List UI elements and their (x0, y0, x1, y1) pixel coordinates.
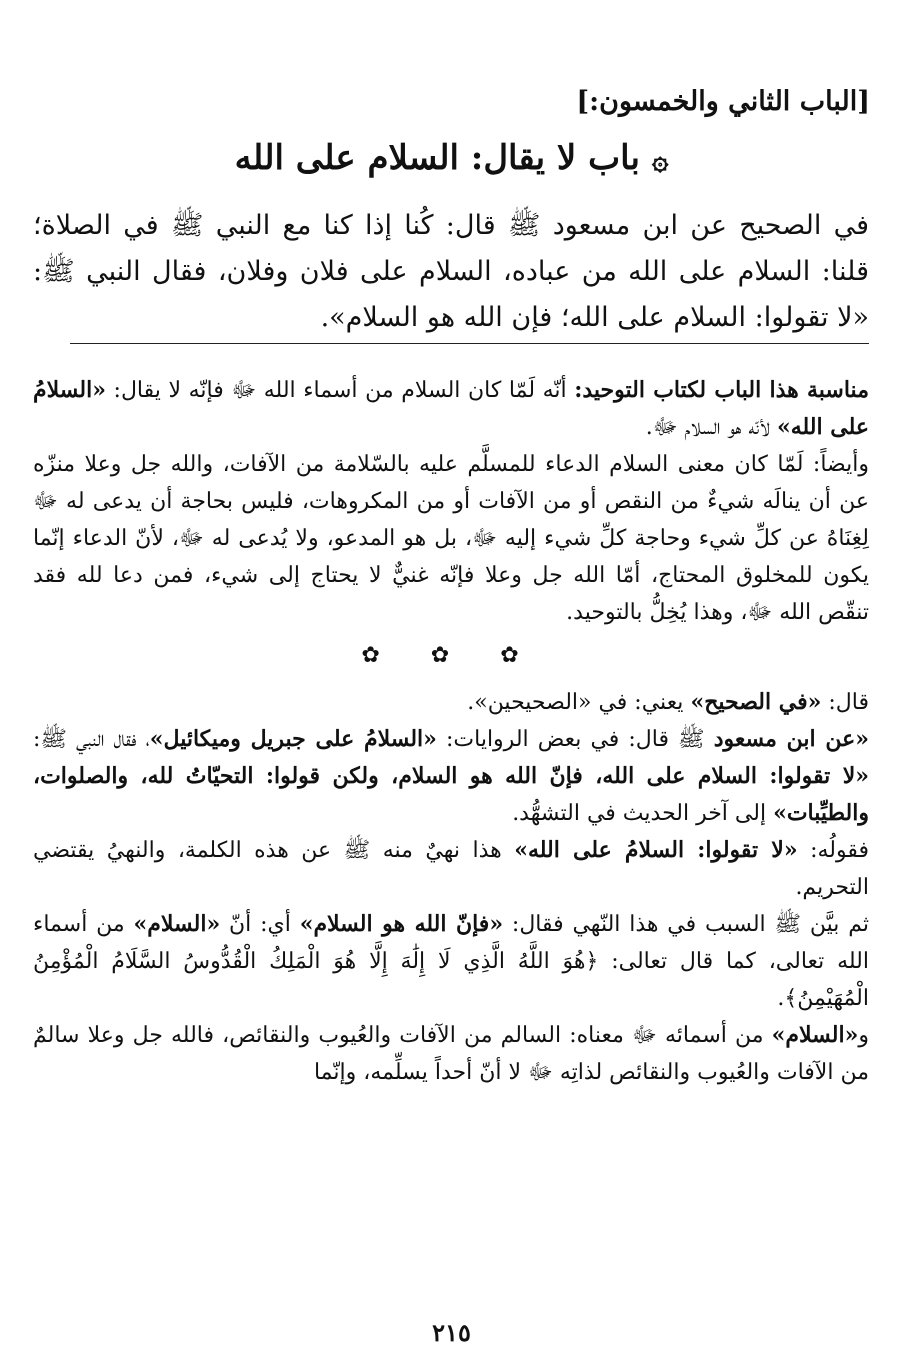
flower-ornament-icon: ۞ (651, 143, 669, 176)
commentary-text: من أسمائه ﷻ معناه: السالم من الآفات والعُيوب والنقائص، فالله جل وعلا سالمٌ من الآفات والعُيوب والنقائص لذاتِه ﷻ لا أنّ أحداً يسلِّمه، وإنّما (33, 1023, 869, 1085)
commentary-quote: «لا تقولوا: السلام على الله، فإنّ الله هو السلام، ولكن قولوا: التحيّاتُ لله، والصلوات، والطيِّبات» (33, 763, 869, 826)
commentary-text: و (858, 1023, 869, 1048)
commentary-text: هذا نهيٌ منه ﷺ عن هذه الكلمة، والنهيُ يقتضي التحريم. (33, 838, 869, 900)
commentary-quote: «السلامُ على الله» (33, 377, 869, 440)
commentary-text: لأنّه هو السلام ﷻ. (645, 415, 777, 440)
commentary-quote: «السلام» (771, 1022, 859, 1048)
commentary-text: أي: أنّ (220, 912, 300, 937)
commentary-text: . (777, 986, 785, 1011)
commentary-quote: «السلامُ على جبريل وميكائيل» (149, 726, 437, 752)
commentary-text: ، فقال النبي ﷺ: (33, 727, 150, 752)
hadith-text: في الصحيح عن ابن مسعود ﷺ قال: كُنا إذا كنا مع النبي ﷺ في الصلاة؛ قلنا: السلام على الله من عباده، السلام على فلان وفلان، فقال النبي ﷺ: «لا تقولوا: السلام على الله؛ فإن الله هو السلام». (33, 210, 869, 333)
chapter-title (0, 138, 903, 178)
chapter-heading: [الباب الثاني والخمسون:] (576, 86, 870, 117)
commentary-text: من أسماء الله تعالى، كما قال تعالى: (33, 912, 869, 974)
quran-verse: ﴿هُوَ اللَّهُ الَّذِي لَا إِلَٰهَ إِلَّا هُوَ الْمَلِكُ الْقُدُّوسُ السَّلَامُ الْمُؤْمِنُ الْمُهَيْمِنُ﴾ (33, 949, 869, 1011)
commentary-paragraph (33, 721, 869, 832)
commentary-text: ﷺ قال: في بعض الروايات: (436, 727, 714, 752)
commentary (33, 372, 869, 1091)
commentary-paragraph (33, 372, 869, 446)
page-number: ٢١٥ (432, 1318, 471, 1347)
commentary-quote: «لا تقولوا: السلامُ على الله» (514, 837, 798, 863)
commentary-quote: «في الصحيح» (690, 689, 822, 715)
main-text (33, 203, 869, 341)
commentary-quote: «عن ابن مسعود (713, 726, 869, 752)
commentary-paragraph (33, 832, 869, 906)
commentary-text: فقولُه: (797, 838, 869, 863)
commentary-text: ثم بيَّن ﷺ السبب في هذا النّهي فقال: (503, 912, 869, 937)
commentary-quote: «السلام» (133, 911, 221, 937)
commentary-paragraph (33, 684, 869, 721)
separator-line (70, 343, 869, 344)
commentary-paragraph (33, 1017, 869, 1091)
commentary-text: يعني: في «الصحيحين». (467, 690, 691, 715)
commentary-quote: «فإنّ الله هو السلام» (299, 911, 504, 937)
commentary-paragraph (33, 906, 869, 1017)
commentary-text: قال: (821, 690, 869, 715)
commentary-lead: مناسبة هذا الباب لكتاب التوحيد: (574, 377, 869, 403)
commentary-text: إلى آخر الحديث في التشهُّد. (512, 801, 774, 826)
commentary-text: أنّه لَمّا كان السلام من أسماء الله ﷻ فإنّه لا يقال: (105, 378, 575, 403)
commentary-paragraph: وأيضاً: لَمّا كان معنى السلام الدعاء للمسلَّم عليه بالسّلامة من الآفات، والله جل وعلا منزّه عن أن ينالَه شيءٌ من النقص أو من الآفات أو من المكروهات، فليس بحاجة أن يدعى له ﷻ لِغِنَاهُ عن كلِّ شيء وحاجة كلِّ شيء إليه ﷻ، بل هو المدعو، ولا يُدعى له ﷻ، لأنّ الدعاء إنّما يكون للمخلوق المحتاج، أمّا الله جل وعلا فإنّه غنيٌّ لا يحتاج إلى شيء، فمن دعا لله فقد تنقّص الله ﷻ، وهذا يُخِلُّ بالتوحيد. (33, 452, 869, 625)
chapter-title-text: باب لا يقال: السلام على الله (234, 138, 640, 178)
section-divider-stars-icon: ✿ ✿ ✿ (361, 643, 541, 668)
